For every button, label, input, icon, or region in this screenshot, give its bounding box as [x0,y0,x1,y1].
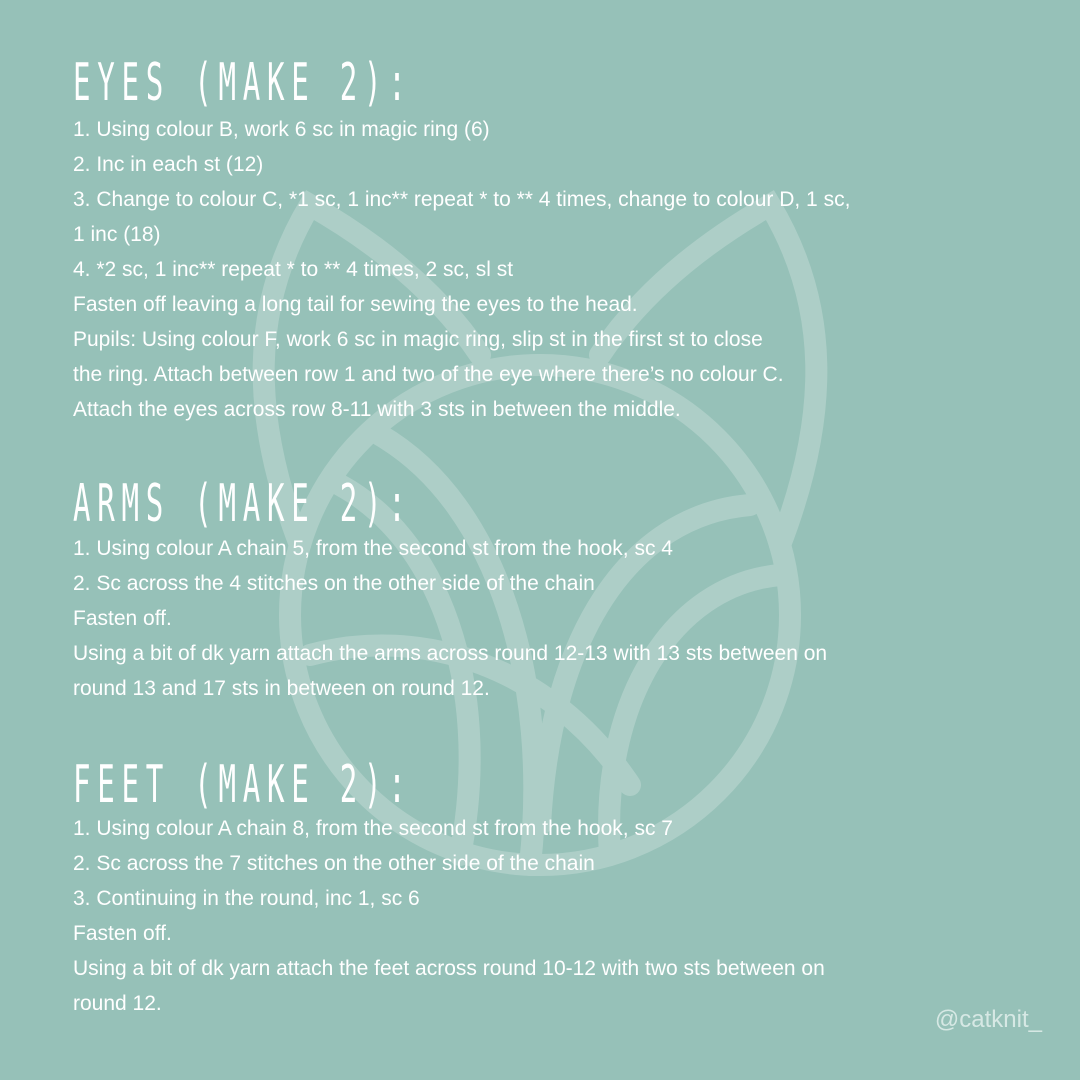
feet-heading: FEET (MAKE 2): [73,755,413,815]
instruction-line: 3. Continuing in the round, inc 1, sc 6 [73,887,420,910]
eyes-instructions [73,112,1013,427]
instruction-line: Using a bit of dk yarn attach the arms across round 12-13 with 13 sts between on [73,642,828,665]
instruction-line: Attach the eyes across row 8-11 with 3 sts in between the middle. [73,398,681,421]
instruction-line: Using a bit of dk yarn attach the feet across round 10-12 with two sts between on [73,957,825,980]
instruction-line: 1. Using colour A chain 5, from the second st from the hook, sc 4 [73,537,673,560]
feet-instructions [73,811,1013,1021]
instruction-line: 1. Using colour A chain 8, from the second st from the hook, sc 7 [73,817,673,840]
instruction-line: Fasten off. [73,922,172,945]
instruction-line: round 12. [73,992,162,1015]
instruction-line: 2. Sc across the 4 stitches on the other side of the chain [73,572,595,595]
instruction-line: 2. Inc in each st (12) [73,153,264,176]
instruction-line: 4. *2 sc, 1 inc** repeat * to ** 4 times, 2 sc, sl st [73,258,514,281]
instruction-line: round 13 and 17 sts in between on round 12. [73,677,490,700]
eyes-heading: EYES (MAKE 2): [73,53,413,113]
instruction-line: 1 inc (18) [73,223,161,246]
instruction-line: the ring. Attach between row 1 and two of the eye where there’s no colour C. [73,363,784,386]
instruction-line: 3. Change to colour C, *1 sc, 1 inc** repeat * to ** 4 times, change to colour D, 1 sc, [73,188,851,211]
arms-instructions [73,531,1013,706]
author-handle: @catknit_ [934,1006,1042,1033]
instruction-line: Pupils: Using colour F, work 6 sc in magic ring, slip st in the first st to close [73,328,763,351]
instruction-line: 2. Sc across the 7 stitches on the other side of the chain [73,852,595,875]
instruction-line: Fasten off leaving a long tail for sewing the eyes to the head. [73,293,638,316]
instruction-line: Fasten off. [73,607,172,630]
instruction-line: 1. Using colour B, work 6 sc in magic ring (6) [73,118,490,141]
arms-heading: ARMS (MAKE 2): [73,474,413,534]
